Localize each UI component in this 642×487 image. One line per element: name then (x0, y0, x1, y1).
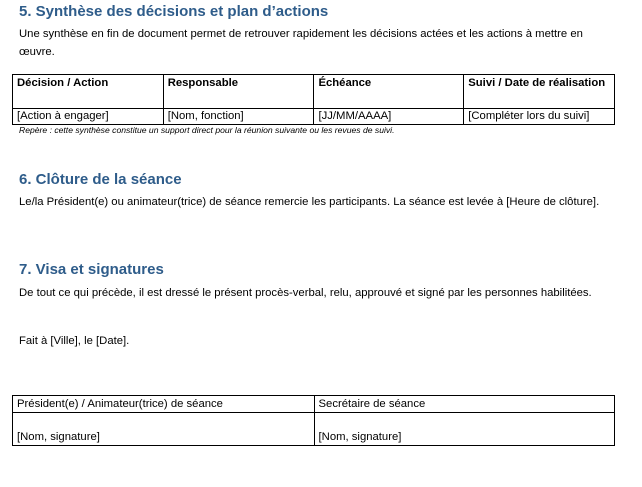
cell-echeance: [JJ/MM/AAAA] (314, 109, 464, 125)
signature-header-president: Président(e) / Animateur(trice) de séance (13, 396, 315, 413)
cell-responsable: [Nom, fonction] (163, 109, 314, 125)
table-row (13, 413, 615, 446)
signature-secretary: [Nom, signature] (314, 413, 614, 446)
section-6-title: 6. Clôture de la séance (19, 171, 182, 188)
section-7-text: De tout ce qui précède, il est dressé le présent procès-verbal, relu, approuvé et signé par les personnes habilitées. (19, 287, 592, 299)
section-5-intro: Une synthèse en fin de document permet de retrouver rapidement les décisions actées et les actions à mettre en œuvre. (19, 28, 583, 58)
signatures-header (13, 396, 615, 413)
place-date: Fait à [Ville], le [Date]. (19, 335, 130, 347)
section-7-title: 7. Visa et signatures (19, 261, 164, 278)
signature-president: [Nom, signature] (13, 413, 315, 446)
signature-header-secretary: Secrétaire de séance (314, 396, 614, 413)
decisions-table (12, 74, 615, 125)
decisions-table-header (13, 75, 615, 109)
header-decision: Décision / Action (13, 75, 164, 109)
table-row (13, 109, 615, 125)
cell-action: [Action à engager] (13, 109, 164, 125)
header-responsable: Responsable (163, 75, 314, 109)
synthesis-note: Repère : cette synthèse constitue un support direct pour la réunion suivante ou les revues de suivi. (19, 125, 395, 135)
header-echeance: Échéance (314, 75, 464, 109)
signatures-table (12, 395, 615, 446)
section-6-text: Le/la Président(e) ou animateur(trice) de séance remercie les participants. La séance est levée à [Heure de clôture]. (19, 196, 600, 208)
header-suivi: Suivi / Date de réalisation (464, 75, 615, 109)
section-5-title: 5. Synthèse des décisions et plan d’actions (19, 3, 329, 20)
cell-suivi: [Compléter lors du suivi] (464, 109, 615, 125)
